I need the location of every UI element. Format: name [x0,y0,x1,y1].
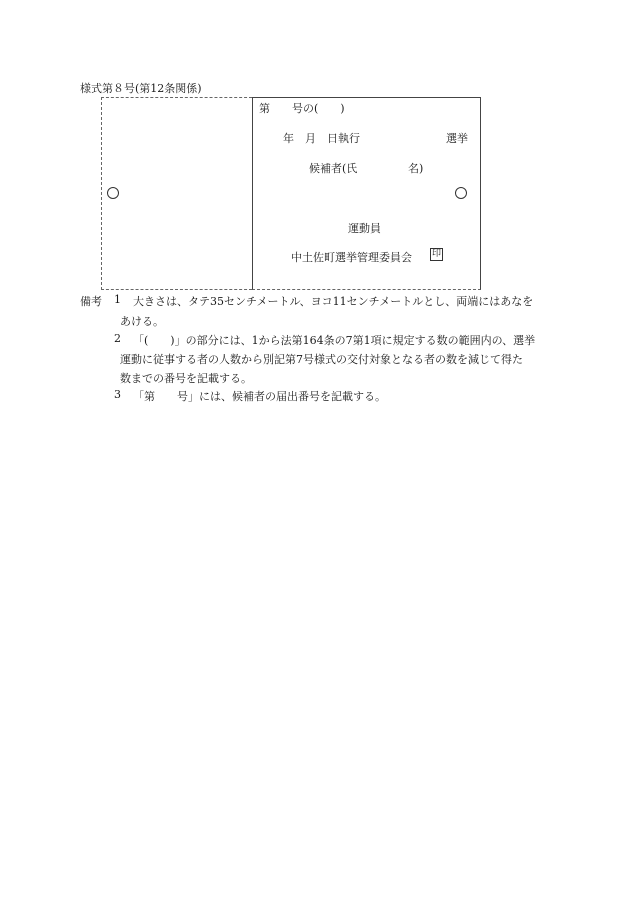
remark-number: 2 [114,332,121,345]
card-candidate-prefix: 候補者(氏 [309,162,358,175]
remark-line: 「第 号」には、候補者の届出番号を記載する。 [133,390,386,403]
remark-number: 1 [114,293,121,306]
card-number-line: 第 号の( ) [259,102,345,115]
remarks-label: 備考 [80,295,102,308]
hole-left-icon [107,187,119,199]
card-issuer: 中土佐町選挙管理委員会 [291,251,412,264]
remark-line: 「( )」の部分には、1から法第164条の7第1項に規定する数の範囲内の、選挙 [133,334,536,347]
remark-line: 運動に従事する者の人数から別記第7号様式の交付対象となる者の数を減じて得た [120,353,523,366]
remark-line: あける。 [120,315,164,328]
card-election: 選挙 [446,132,468,145]
remark-line: 大きさは、タテ35センチメートル、ヨコ11センチメートルとし、両端にはあなを [133,295,534,308]
remark-number: 3 [114,388,121,401]
card-candidate-suffix: 名) [408,162,424,175]
remark-line: 数までの番号を記載する。 [120,372,252,385]
hole-right-icon [455,187,467,199]
card-date-line: 年 月 日執行 [283,132,360,145]
card-role: 運動員 [348,222,381,235]
form-title: 様式第８号(第12条関係) [80,82,202,95]
seal-stamp: 印 [431,249,441,259]
card-left-panel [101,97,252,290]
